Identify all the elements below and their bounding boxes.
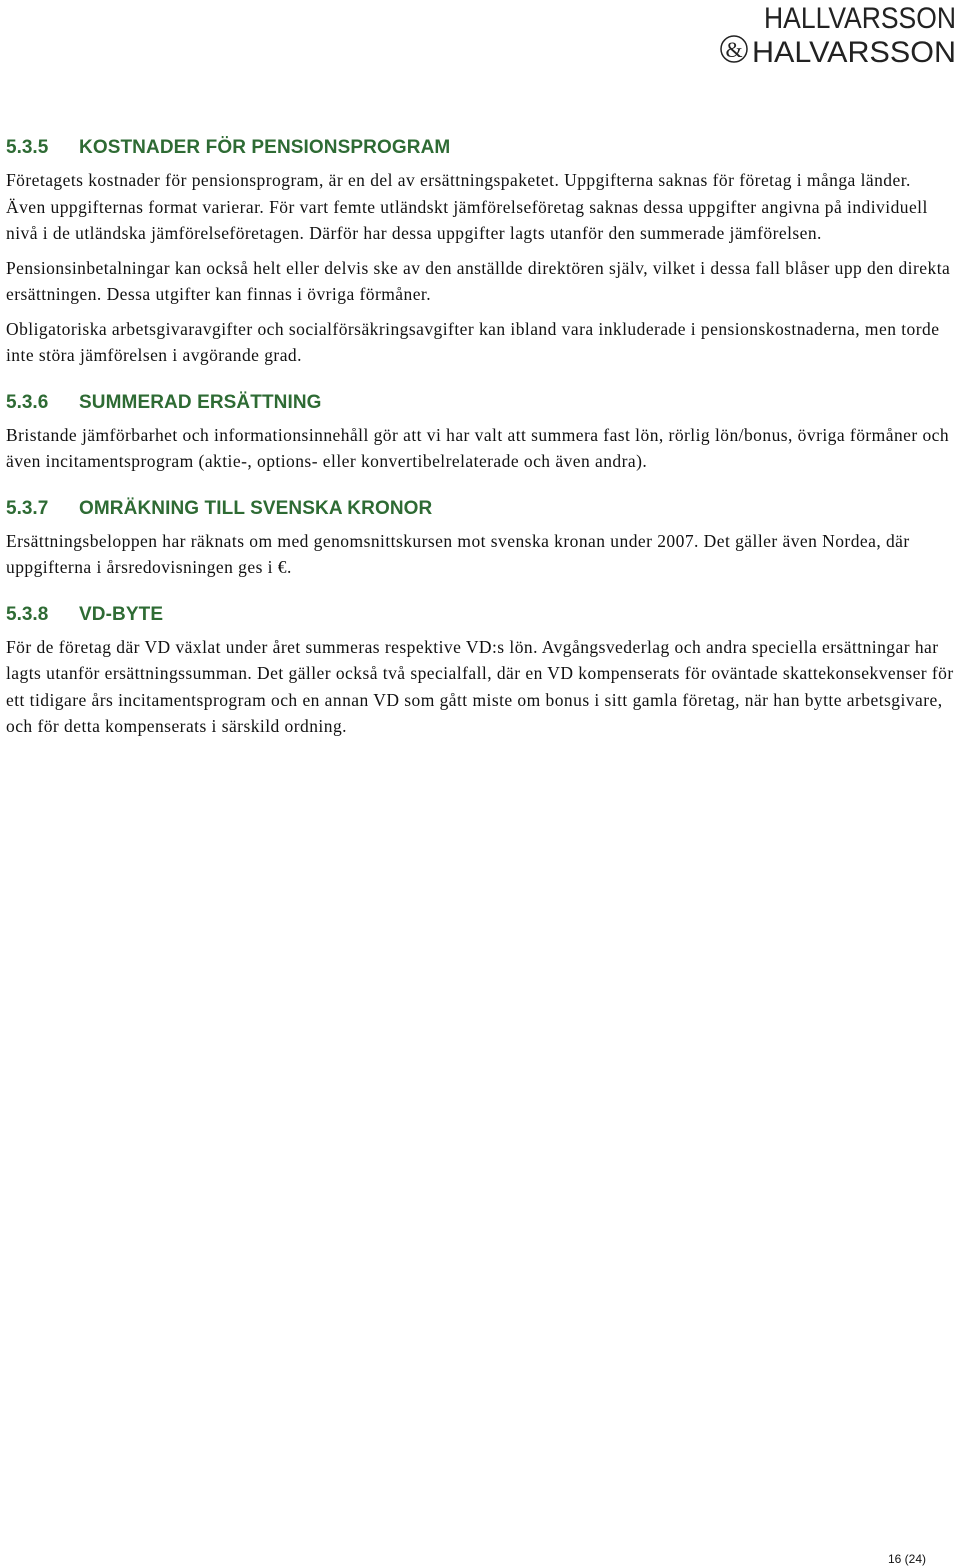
- company-logo: [720, 0, 960, 70]
- section-spacer: [6, 483, 954, 495]
- paragraph: Bristande jämförbarhet och informationsinnehåll gör att vi har valt att summera fast lön, rörlig lön/bonus, övriga förmåner och även incitamentsprogram (aktie-, options- eller konvertibelrelaterade och även andra).: [6, 424, 950, 471]
- paragraph: Företagets kostnader för pensionsprogram, är en del av ersättningspaketet. Uppgifterna saknas för företag i många länder. Även uppgifternas format varierar. För vart femte utländskt jämförelseföretag saknas dessa uppgifter angivna på individuell nivå i de utländska jämförelseföretagen. Därför har dessa uppgifter lagts utanför den summerade jämförelsen.: [6, 170, 928, 243]
- section-number: 5.3.7: [6, 497, 49, 519]
- section-spacer: [6, 589, 954, 601]
- section-title: SUMMERAD ERSÄTTNING: [79, 391, 322, 413]
- section-number: 5.3.8: [6, 603, 49, 625]
- section-title: KOSTNADER FÖR PENSIONSPROGRAM: [79, 137, 451, 158]
- paragraph: För de företag där VD växlat under året summeras respektive VD:s lön. Avgångsvederlag och andra speciella ersättningar har lagts utanför ersättningssumman. Det gäller också två specialfall, där en VD kompenserats för oväntade skattekonsekvenser för ett tidigare års incitamentsprogram och en annan VD som gått miste om bonus i sitt gamla företag, när han bytte arbetsgivare, och för detta kompenserats i särskild ordning.: [6, 636, 954, 736]
- section-heading: [6, 601, 954, 629]
- section-heading: [6, 134, 954, 162]
- paragraph: Pensionsinbetalningar kan också helt eller delvis ske av den anställde direktören själv, vilket i dessa fall blåser upp den direkta ersättningen. Dessa utgifter kan finnas i övriga förmåner.: [6, 257, 951, 304]
- section-5-3-7: [6, 495, 954, 581]
- section-heading: [6, 389, 954, 417]
- section-title: OMRÄKNING TILL SVENSKA KRONOR: [79, 497, 433, 519]
- page-number: 16 (24): [887, 1552, 926, 1566]
- paragraph: Obligatoriska arbetsgivaravgifter och socialförsäkringsavgifter kan ibland vara inkluderade i pensionskostnaderna, men torde inte störa jämförelsen i avgörande grad.: [6, 318, 940, 365]
- section-5-3-8: [6, 601, 954, 740]
- section-spacer: [6, 377, 954, 389]
- section-number: 5.3.6: [6, 391, 49, 413]
- section-5-3-6: [6, 389, 954, 475]
- logo-mark: &: [725, 37, 743, 62]
- logo-line-1: HALLVARSSON: [764, 2, 956, 35]
- section-title: VD-BYTE: [79, 603, 164, 625]
- section-5-3-5: [6, 134, 954, 369]
- logo-line-2: HALVARSSON: [752, 36, 956, 69]
- section-heading: [6, 495, 954, 523]
- paragraph: Ersättningsbeloppen har räknats om med genomsnittskursen mot svenska kronan under 2007. Det gäller även Nordea, där uppgifterna i årsredovisningen ges i €.: [6, 530, 910, 577]
- section-number: 5.3.5: [6, 137, 49, 158]
- document-body: [6, 134, 954, 748]
- logo-graphic: [720, 0, 960, 70]
